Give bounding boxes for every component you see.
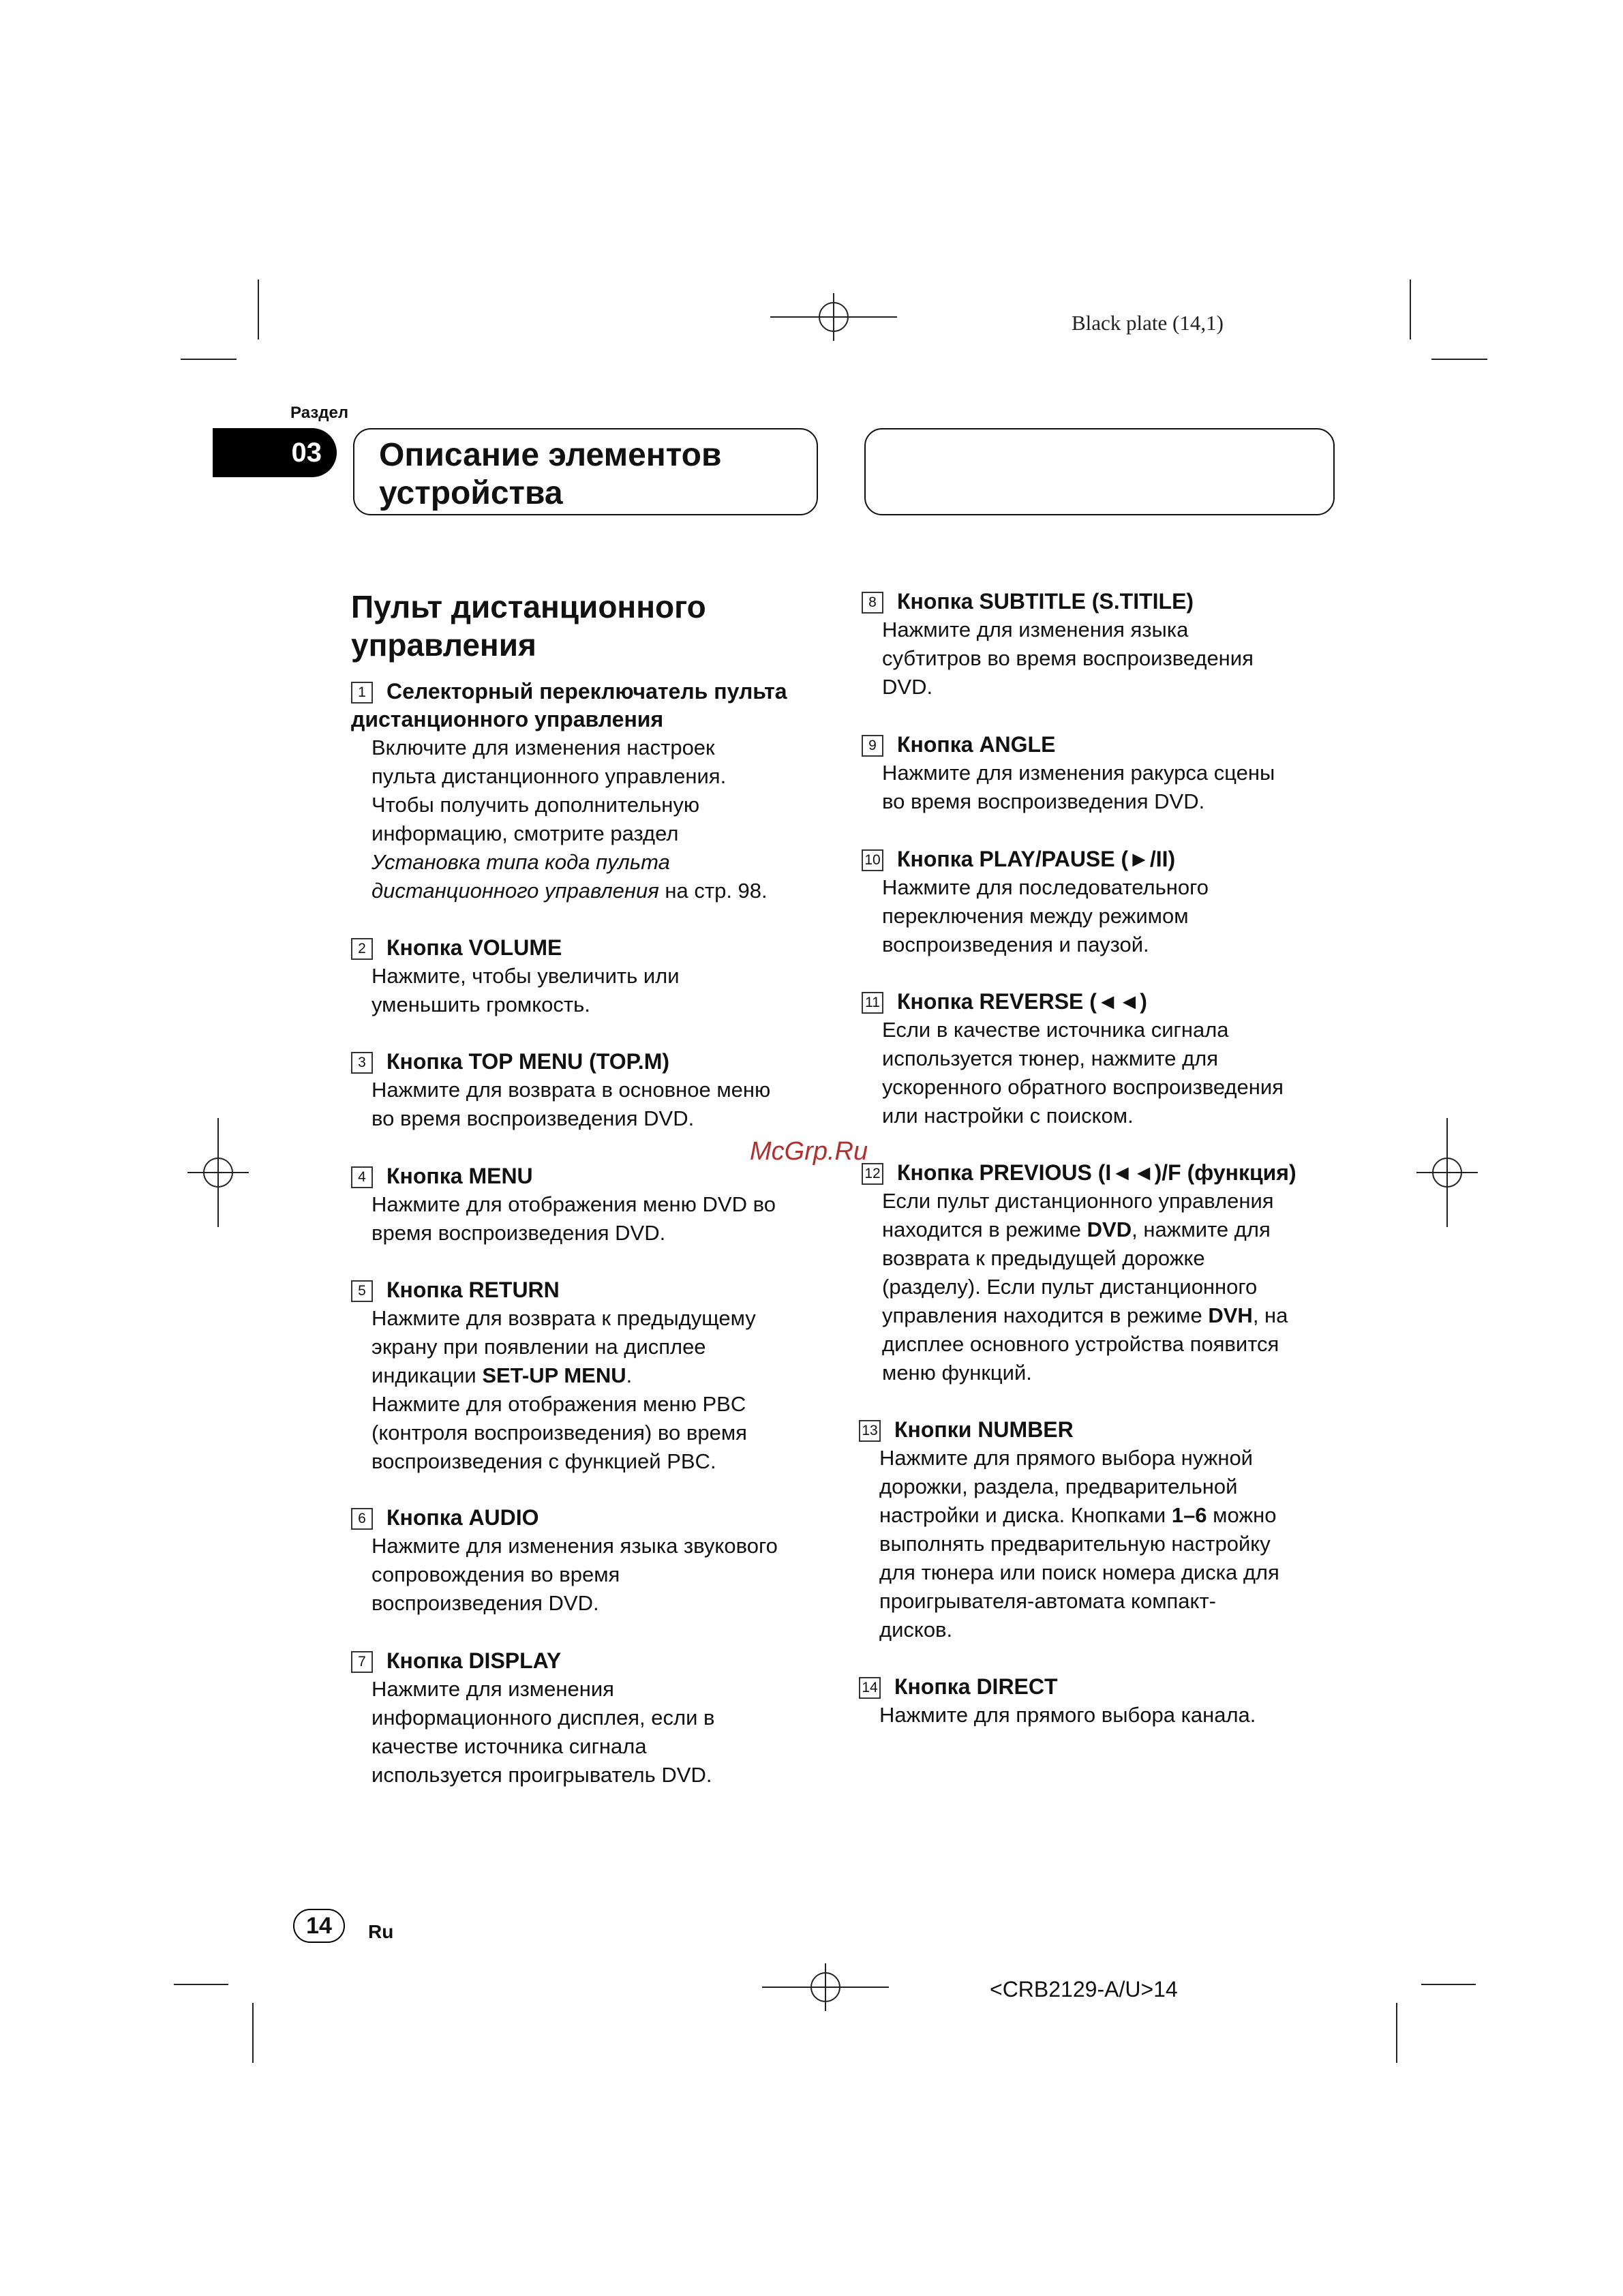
item-text: дисков. xyxy=(879,1618,953,1642)
list-item xyxy=(351,1276,842,1476)
item-text: (разделу). Если пульт дистанционного xyxy=(882,1275,1258,1299)
item-number: 10 xyxy=(862,849,883,871)
item-text-rest: на стр. 98. xyxy=(658,879,768,903)
item-text: выполнять предварительную настройку xyxy=(879,1532,1271,1556)
item-title: Кнопка AUDIO xyxy=(386,1505,539,1530)
item-title: Кнопка RETURN xyxy=(386,1278,560,1302)
item-text-bold: 1–6 xyxy=(1171,1503,1207,1527)
list-item xyxy=(351,1647,842,1789)
item-text: или настройки с поиском. xyxy=(882,1104,1134,1128)
item-title: Кнопка ANGLE xyxy=(897,732,1056,757)
item-text: настройки и диска. Кнопками 1–6 можно xyxy=(879,1503,1277,1527)
item-text: Нажмите, чтобы увеличить или xyxy=(371,964,680,988)
item-text: проигрывателя-автомата компакт- xyxy=(879,1589,1216,1613)
page-heading-line1: Пульт дистанционного xyxy=(351,589,706,624)
item-text: Нажмите для отображения меню DVD во xyxy=(371,1192,776,1216)
item-title: Кнопка PLAY/PAUSE (►/II) xyxy=(897,847,1176,871)
list-item xyxy=(862,988,1352,1130)
item-title: Кнопка DISPLAY xyxy=(386,1648,562,1673)
registration-mark xyxy=(1416,1118,1478,1227)
item-title: Кнопка PREVIOUS (I◄◄)/F (функция) xyxy=(897,1160,1296,1185)
list-item xyxy=(351,1162,842,1248)
item-text: Нажмите для прямого выбора нужной xyxy=(879,1446,1253,1470)
item-title: Кнопка SUBTITLE (S.TITILE) xyxy=(897,589,1194,614)
item-text: качестве источника сигнала xyxy=(371,1734,647,1758)
item-number: 2 xyxy=(351,938,373,960)
list-item xyxy=(859,1416,1352,1644)
item-text: пульта дистанционного управления. xyxy=(371,764,727,788)
item-text: Нажмите для возврата к предыдущему xyxy=(371,1306,756,1330)
item-title: Кнопка TOP MENU (TOP.M) xyxy=(386,1049,669,1074)
item-number: 14 xyxy=(859,1677,881,1699)
list-item xyxy=(351,1504,842,1618)
item-text: Если пульт дистанционного управления xyxy=(882,1189,1274,1213)
list-item xyxy=(351,934,842,1019)
item-text: Включите для изменения настроек xyxy=(371,736,715,759)
item-text: воспроизведения DVD. xyxy=(371,1591,599,1615)
page-number-badge xyxy=(293,1909,345,1943)
list-item xyxy=(862,1159,1352,1387)
page-heading xyxy=(351,588,706,664)
list-item xyxy=(862,731,1352,816)
item-title: Селекторный переключатель пульта xyxy=(386,679,787,704)
section-number-badge xyxy=(213,428,337,477)
list-item xyxy=(862,588,1352,701)
item-text: во время воспроизведения DVD. xyxy=(371,1106,695,1130)
item-text: Нажмите для прямого выбора канала. xyxy=(879,1703,1256,1727)
item-number: 5 xyxy=(351,1280,373,1302)
item-text: Нажмите для изменения xyxy=(371,1677,614,1701)
item-text: во время воспроизведения DVD. xyxy=(882,789,1205,813)
item-text: время воспроизведения DVD. xyxy=(371,1221,666,1245)
crop-mark xyxy=(1410,280,1411,339)
document-code: <CRB2129-A/U>14 xyxy=(990,1977,1178,2002)
list-item xyxy=(351,678,842,905)
registration-mark xyxy=(762,1963,889,2011)
item-text: используется тюнер, нажмите для xyxy=(882,1046,1219,1070)
item-text: для тюнера или поиск номера диска для xyxy=(879,1560,1279,1584)
item-text: сопровождения во время xyxy=(371,1562,620,1586)
item-text: воспроизведения с функцией PBC. xyxy=(371,1449,716,1473)
item-text: Если в качестве источника сигнала xyxy=(882,1018,1229,1042)
item-text xyxy=(371,877,842,905)
section-title-line1: Описание элементов xyxy=(379,437,722,473)
item-text: Нажмите для изменения ракурса сцены xyxy=(882,761,1275,785)
watermark-text: McGrp.Ru xyxy=(750,1137,868,1166)
section-number: 03 xyxy=(291,437,322,468)
item-number: 11 xyxy=(862,992,883,1014)
list-item xyxy=(859,1673,1352,1729)
page-heading-line2: управления xyxy=(351,627,536,663)
list-item xyxy=(862,845,1352,959)
item-text: Нажмите для последовательного xyxy=(882,875,1209,899)
item-number: 1 xyxy=(351,682,373,704)
page-number: 14 xyxy=(306,1913,332,1939)
item-text: Нажмите для изменения языка xyxy=(882,618,1189,641)
item-number: 4 xyxy=(351,1166,373,1188)
language-code: Ru xyxy=(368,1921,394,1942)
item-title-cont: дистанционного управления xyxy=(351,707,664,731)
item-text: субтитров во время воспроизведения xyxy=(882,646,1254,670)
section-title-line2: устройства xyxy=(379,475,563,511)
item-title: Кнопка DIRECT xyxy=(894,1674,1058,1699)
item-text-bold: SET-UP MENU xyxy=(482,1363,626,1387)
item-text: дорожки, раздела, предварительной xyxy=(879,1475,1238,1498)
item-number: 12 xyxy=(862,1163,883,1185)
crop-mark xyxy=(181,359,237,360)
item-text: (контроля воспроизведения) во время xyxy=(371,1421,747,1445)
item-text: находится в режиме DVD, нажмите для xyxy=(882,1218,1271,1241)
item-title: Кнопка REVERSE (◄◄) xyxy=(897,989,1147,1014)
item-text-bold: DVH xyxy=(1208,1303,1253,1327)
item-text: переключения между режимом xyxy=(882,904,1189,928)
item-number: 3 xyxy=(351,1052,373,1074)
crop-mark xyxy=(258,280,259,339)
item-title: Кнопка MENU xyxy=(386,1164,533,1188)
item-text: информацию, смотрите раздел xyxy=(371,821,679,845)
registration-mark xyxy=(770,293,897,341)
item-text: информационного дисплея, если в xyxy=(371,1706,715,1729)
item-text: Нажмите для возврата в основное меню xyxy=(371,1078,771,1102)
item-number: 9 xyxy=(862,735,883,757)
item-text: управления находится в режиме DVH, на xyxy=(882,1303,1288,1327)
crop-mark xyxy=(174,1984,228,1985)
item-text-italic: дистанционного управления xyxy=(371,879,659,903)
item-number: 8 xyxy=(862,592,883,614)
item-text: возврата к предыдущей дорожке xyxy=(882,1246,1205,1270)
item-text: экрану при появлении на дисплее xyxy=(371,1335,706,1359)
item-text: дисплее основного устройства появится xyxy=(882,1332,1279,1356)
crop-mark xyxy=(1421,1984,1476,1985)
item-text: уменьшить громкость. xyxy=(371,993,590,1016)
item-text: меню функций. xyxy=(882,1361,1032,1385)
item-text: ускоренного обратного воспроизведения xyxy=(882,1075,1284,1099)
crop-mark xyxy=(1396,2003,1397,2063)
item-text: Установка типа кода пульта xyxy=(371,850,670,874)
list-item xyxy=(351,1048,842,1133)
section-title-box xyxy=(353,428,818,515)
item-text: Чтобы получить дополнительную xyxy=(371,793,700,817)
item-title: Кнопка VOLUME xyxy=(386,935,562,960)
empty-title-box xyxy=(864,428,1335,515)
item-text: воспроизведения и паузой. xyxy=(882,933,1149,956)
registration-mark xyxy=(187,1118,249,1227)
crop-mark xyxy=(1431,359,1487,360)
item-text: DVD. xyxy=(882,675,933,699)
item-text: Нажмите для изменения языка звукового xyxy=(371,1534,778,1558)
item-number: 7 xyxy=(351,1651,373,1673)
item-number: 13 xyxy=(859,1420,881,1442)
plate-label: Black plate (14,1) xyxy=(1072,311,1224,335)
item-text: индикации SET-UP MENU. xyxy=(371,1363,633,1387)
item-text: Нажмите для отображения меню PBC xyxy=(371,1392,746,1416)
section-label: Раздел xyxy=(290,404,349,422)
item-text-bold: DVD xyxy=(1087,1218,1132,1241)
item-text: используется проигрыватель DVD. xyxy=(371,1763,712,1787)
item-title: Кнопки NUMBER xyxy=(894,1417,1074,1442)
item-number: 6 xyxy=(351,1508,373,1530)
crop-mark xyxy=(252,2003,254,2063)
